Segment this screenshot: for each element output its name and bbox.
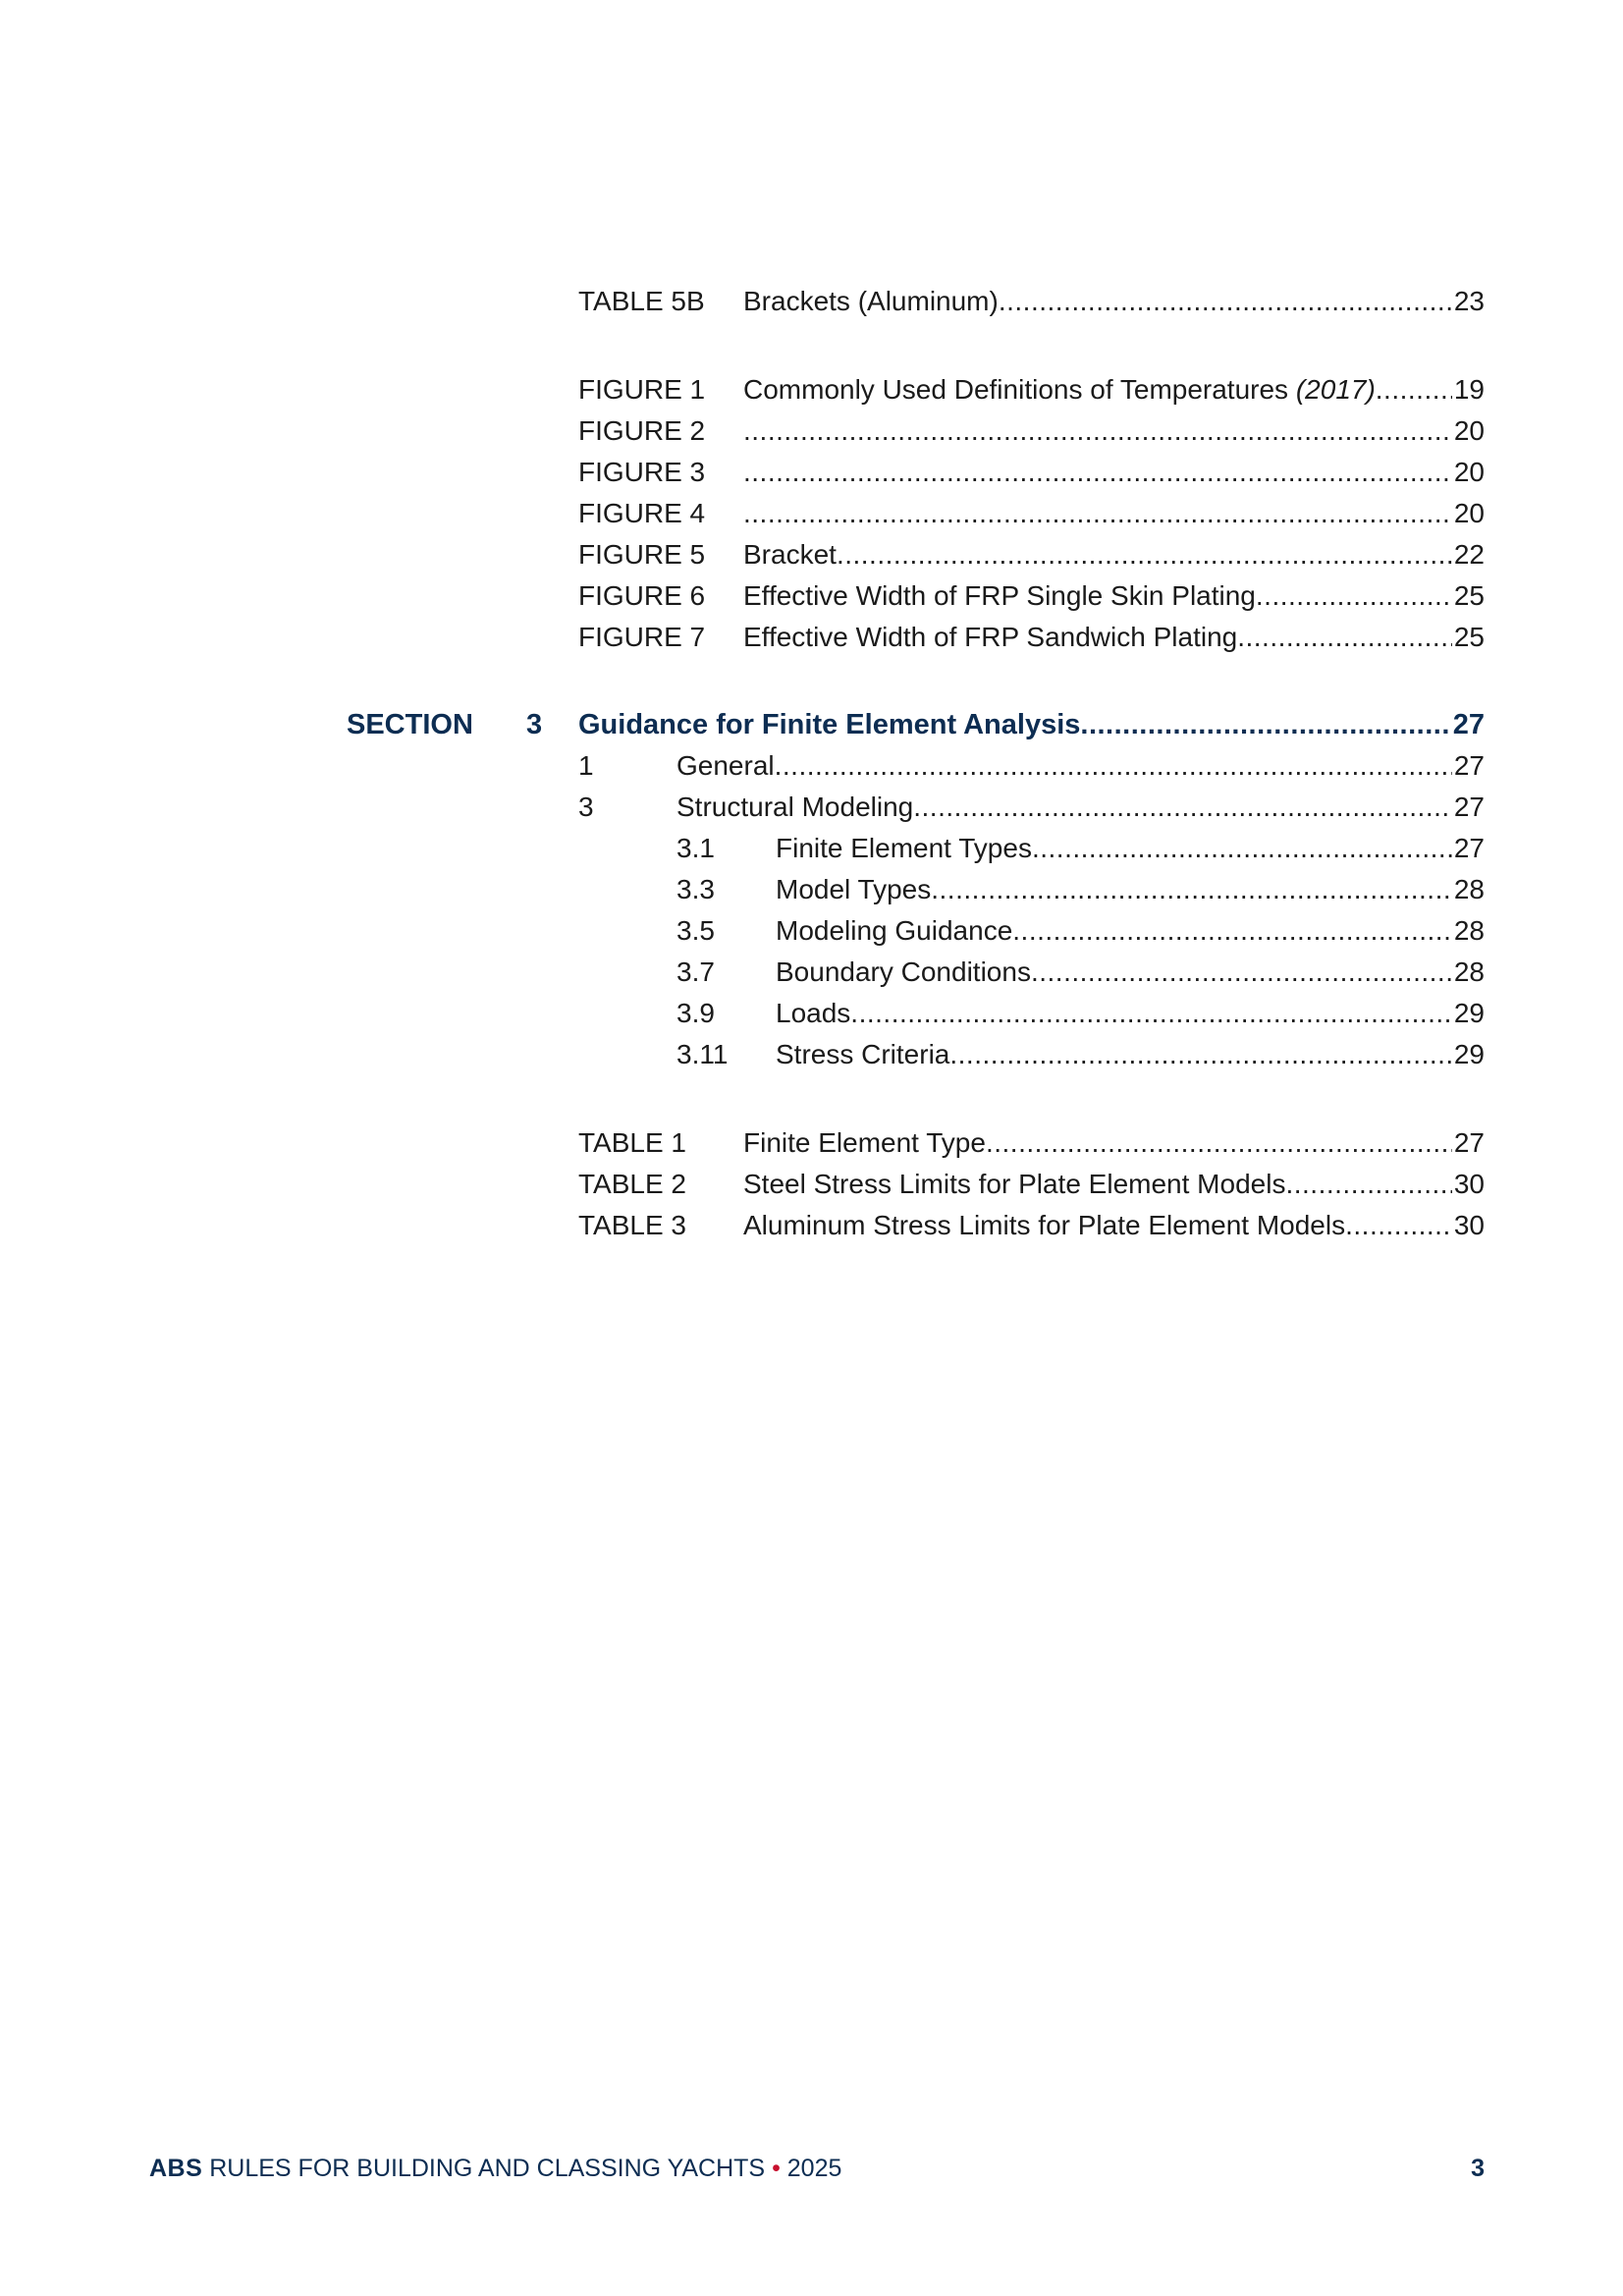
toc-entry-3-7[interactable] (0, 953, 1485, 992)
dot-leader (1080, 705, 1450, 744)
dot-leader (949, 1035, 1451, 1074)
toc-section-heading[interactable] (0, 705, 1485, 744)
toc-link[interactable] (743, 618, 1485, 657)
toc-title: Model Types (776, 874, 932, 904)
toc-page-number: 27 (1453, 792, 1485, 822)
toc-title: Brackets (Aluminum) (743, 286, 999, 316)
toc-page-number: 30 (1453, 1210, 1485, 1240)
toc-entry-3-1[interactable] (0, 829, 1485, 868)
dot-leader (850, 994, 1452, 1033)
dot-leader (986, 1123, 1452, 1163)
toc-entry-figure-7[interactable] (0, 618, 1485, 657)
toc-number: 3.7 (676, 957, 715, 987)
toc-number: 3 (578, 792, 594, 822)
toc-link[interactable] (776, 829, 1485, 868)
toc-title: Modeling Guidance (776, 915, 1013, 946)
toc-link[interactable] (743, 494, 1485, 533)
toc-title: Effective Width of FRP Sandwich Plating (743, 622, 1238, 652)
toc-title: Finite Element Type (743, 1127, 986, 1158)
dot-leader (743, 494, 1452, 533)
toc-label: FIGURE 5 (578, 539, 706, 570)
toc-page-number: 25 (1453, 580, 1485, 611)
toc-title: Structural Modeling (676, 792, 914, 822)
toc-entry-table-3[interactable] (0, 1206, 1485, 1245)
toc-number: 3.9 (676, 998, 715, 1028)
toc-label: TABLE 5B (578, 286, 705, 316)
toc-label: TABLE 2 (578, 1169, 686, 1199)
toc-link[interactable] (743, 453, 1485, 492)
page-footer (149, 2149, 1485, 2188)
toc-link[interactable] (743, 1206, 1485, 1245)
toc-title: Effective Width of FRP Single Skin Plating (743, 580, 1256, 611)
toc-entry-figure-3[interactable] (0, 453, 1485, 492)
toc-label: FIGURE 7 (578, 622, 706, 652)
toc-link[interactable] (743, 576, 1485, 616)
toc-page-number: 28 (1453, 915, 1485, 946)
toc-number: 3.1 (676, 833, 715, 863)
section-number: 3 (526, 709, 543, 740)
toc-link[interactable] (676, 746, 1485, 786)
toc-page-number: 23 (1453, 286, 1485, 316)
dot-leader (743, 411, 1452, 451)
toc-link[interactable] (743, 282, 1485, 321)
toc-page-number: 28 (1453, 874, 1485, 904)
toc-page-number: 27 (1453, 1127, 1485, 1158)
toc-entry-3-11[interactable] (0, 1035, 1485, 1074)
toc-number: 3.11 (676, 1039, 729, 1069)
footer-title: RULES FOR BUILDING AND CLASSING YACHTS (202, 2155, 773, 2182)
dot-leader (913, 788, 1452, 827)
toc-label: FIGURE 2 (578, 415, 706, 446)
toc-link[interactable] (743, 411, 1485, 451)
toc-label: FIGURE 3 (578, 457, 706, 487)
toc-page-number: 22 (1453, 539, 1485, 570)
toc-entry-3-3[interactable] (0, 870, 1485, 909)
section-title: Guidance for Finite Element Analysis (578, 709, 1081, 740)
dot-leader (1012, 911, 1452, 951)
toc-entry-table-1[interactable] (0, 1123, 1485, 1163)
toc-link[interactable] (776, 953, 1485, 992)
dot-leader (1376, 370, 1452, 410)
section-word: SECTION (347, 709, 473, 740)
dot-leader (1031, 953, 1452, 992)
toc-title: Stress Criteria (776, 1039, 950, 1069)
toc-entry-3-5[interactable] (0, 911, 1485, 951)
toc-page-number: 28 (1453, 957, 1485, 987)
toc-link[interactable] (776, 911, 1485, 951)
toc-entry-figure-6[interactable] (0, 576, 1485, 616)
footer-year: 2025 (780, 2155, 842, 2182)
toc-link[interactable] (776, 994, 1485, 1033)
toc-link[interactable] (776, 1035, 1485, 1074)
toc-label: TABLE 3 (578, 1210, 686, 1240)
toc-link[interactable] (578, 705, 1485, 744)
dot-leader (931, 870, 1452, 909)
toc-link[interactable] (743, 535, 1485, 574)
toc-page-number: 20 (1453, 415, 1485, 446)
toc-label: FIGURE 1 (578, 374, 706, 405)
toc-link[interactable] (776, 870, 1485, 909)
dot-leader (837, 535, 1452, 574)
dot-leader (1285, 1165, 1451, 1204)
toc-number: 3.3 (676, 874, 715, 904)
toc-title-text: Commonly Used Definitions of Temperatures (743, 374, 1296, 405)
dot-leader (1345, 1206, 1452, 1245)
toc-title: Boundary Conditions (776, 957, 1031, 987)
toc-page-number: 20 (1453, 457, 1485, 487)
toc-entry-figure-2[interactable] (0, 411, 1485, 451)
toc-title (743, 370, 1376, 410)
toc-page-number: 27 (1452, 709, 1485, 740)
dot-leader (1032, 829, 1452, 868)
toc-page-number: 27 (1453, 750, 1485, 781)
toc-link[interactable] (743, 1123, 1485, 1163)
toc-title-italic: (2017) (1295, 374, 1376, 405)
toc-link[interactable] (743, 1165, 1485, 1204)
toc-entry-figure-4[interactable] (0, 494, 1485, 533)
toc-label: TABLE 1 (578, 1127, 686, 1158)
dot-leader (743, 453, 1452, 492)
toc-page-number: 30 (1453, 1169, 1485, 1199)
toc-title: General (676, 750, 775, 781)
toc-entry-table-5b[interactable] (0, 282, 1485, 321)
toc-label: FIGURE 4 (578, 498, 706, 528)
abs-logo-text: ABS (149, 2155, 203, 2182)
toc-title: Finite Element Types (776, 833, 1032, 863)
toc-page-number: 29 (1453, 998, 1485, 1028)
toc-page-number: 20 (1453, 498, 1485, 528)
toc-entry-figure-1[interactable] (0, 370, 1485, 410)
dot-leader (1237, 618, 1452, 657)
toc-entry-subsection-3[interactable] (0, 788, 1485, 827)
dot-leader (999, 282, 1452, 321)
toc-entry-figure-5[interactable] (0, 535, 1485, 574)
toc-title: Aluminum Stress Limits for Plate Element Models (743, 1210, 1346, 1240)
toc-title: Bracket (743, 539, 837, 570)
toc-title: Steel Stress Limits for Plate Element Models (743, 1169, 1286, 1199)
dot-leader (1256, 576, 1452, 616)
toc-number: 3.5 (676, 915, 715, 946)
toc-link[interactable] (676, 788, 1485, 827)
page-number: 3 (1471, 2155, 1485, 2182)
toc-page-number: 27 (1453, 833, 1485, 863)
toc-title: Loads (776, 998, 851, 1028)
toc-label: FIGURE 6 (578, 580, 706, 611)
toc-page-number: 25 (1453, 622, 1485, 652)
toc-link[interactable] (743, 370, 1485, 410)
toc-number: 1 (578, 750, 594, 781)
bullet-separator: • (772, 2155, 781, 2182)
toc-entry-table-2[interactable] (0, 1165, 1485, 1204)
toc-entry-3-9[interactable] (0, 994, 1485, 1033)
toc-entry-subsection-1[interactable] (0, 746, 1485, 786)
dot-leader (775, 746, 1452, 786)
toc-page-number: 19 (1453, 374, 1485, 405)
toc-page-number: 29 (1453, 1039, 1485, 1069)
